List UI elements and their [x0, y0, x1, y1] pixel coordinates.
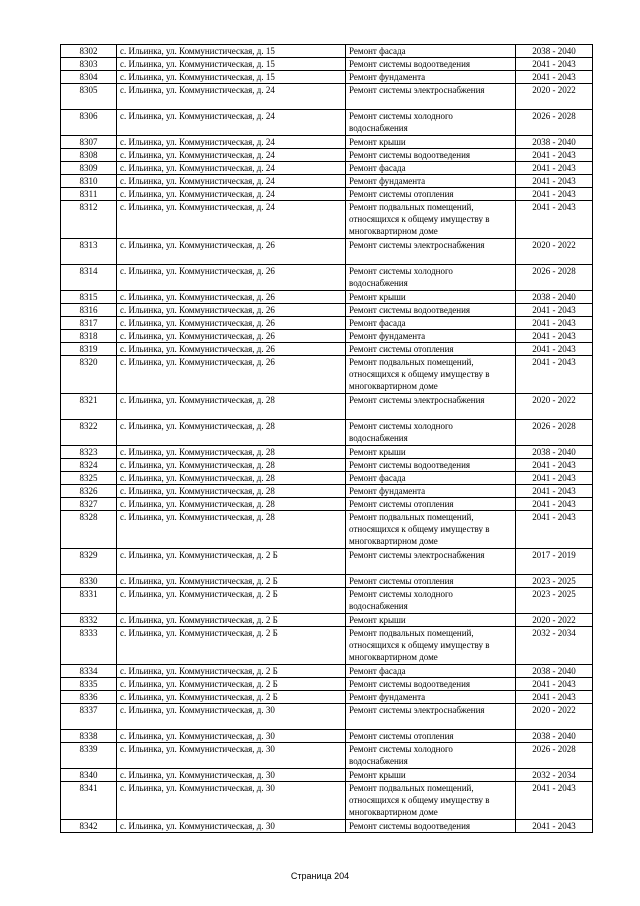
address-cell: с. Ильинка, ул. Коммунистическая, д. 24: [117, 188, 346, 201]
work-type-cell: Ремонт фасада: [346, 45, 516, 58]
table-row: [61, 317, 593, 330]
work-type-cell: Ремонт системы электроснабжения: [346, 84, 516, 110]
period-cell: 2041 - 2043: [516, 678, 593, 691]
table-row: [61, 485, 593, 498]
row-number-cell: 8307: [61, 136, 117, 149]
work-type-cell: Ремонт системы отопления: [346, 575, 516, 588]
work-type-cell: Ремонт системы водоотведения: [346, 820, 516, 833]
period-cell: 2041 - 2043: [516, 472, 593, 485]
table-row: [61, 291, 593, 304]
row-number-cell: 8315: [61, 291, 117, 304]
address-cell: с. Ильинка, ул. Коммунистическая, д. 26: [117, 239, 346, 265]
period-cell: 2038 - 2040: [516, 45, 593, 58]
address-cell: с. Ильинка, ул. Коммунистическая, д. 28: [117, 472, 346, 485]
row-number-cell: 8306: [61, 110, 117, 136]
work-type-cell: Ремонт фундамента: [346, 485, 516, 498]
period-cell: 2041 - 2043: [516, 71, 593, 84]
work-type-cell: Ремонт фасада: [346, 472, 516, 485]
period-cell: 2026 - 2028: [516, 420, 593, 446]
period-cell: 2041 - 2043: [516, 149, 593, 162]
period-cell: 2041 - 2043: [516, 175, 593, 188]
row-number-cell: 8324: [61, 459, 117, 472]
address-cell: с. Ильинка, ул. Коммунистическая, д. 24: [117, 110, 346, 136]
work-type-cell: Ремонт подвальных помещений, относящихся к общему имуществу в многоквартирном доме: [346, 627, 516, 665]
row-number-cell: 8316: [61, 304, 117, 317]
table-row: [61, 149, 593, 162]
period-cell: 2038 - 2040: [516, 665, 593, 678]
address-cell: с. Ильинка, ул. Коммунистическая, д. 2 Б: [117, 678, 346, 691]
address-cell: с. Ильинка, ул. Коммунистическая, д. 2 Б: [117, 614, 346, 627]
table-row: [61, 420, 593, 446]
period-cell: 2026 - 2028: [516, 743, 593, 769]
row-number-cell: 8314: [61, 265, 117, 291]
period-cell: 2038 - 2040: [516, 446, 593, 459]
work-type-cell: Ремонт фундамента: [346, 175, 516, 188]
table-row: [61, 782, 593, 820]
table-row: [61, 265, 593, 291]
work-type-cell: Ремонт системы водоотведения: [346, 58, 516, 71]
address-cell: с. Ильинка, ул. Коммунистическая, д. 30: [117, 820, 346, 833]
work-type-cell: Ремонт системы отопления: [346, 188, 516, 201]
table-row: [61, 343, 593, 356]
table-row: [61, 136, 593, 149]
address-cell: с. Ильинка, ул. Коммунистическая, д. 30: [117, 743, 346, 769]
row-number-cell: 8333: [61, 627, 117, 665]
table-row: [61, 472, 593, 485]
work-type-cell: Ремонт подвальных помещений, относящихся к общему имуществу в многоквартирном доме: [346, 782, 516, 820]
period-cell: 2041 - 2043: [516, 201, 593, 239]
row-number-cell: 8328: [61, 511, 117, 549]
period-cell: 2032 - 2034: [516, 769, 593, 782]
work-type-cell: Ремонт системы холодного водоснабжения: [346, 420, 516, 446]
period-cell: 2041 - 2043: [516, 343, 593, 356]
table-row: [61, 239, 593, 265]
row-number-cell: 8326: [61, 485, 117, 498]
period-cell: 2041 - 2043: [516, 498, 593, 511]
table-row: [61, 614, 593, 627]
row-number-cell: 8312: [61, 201, 117, 239]
row-number-cell: 8321: [61, 394, 117, 420]
address-cell: с. Ильинка, ул. Коммунистическая, д. 2 Б: [117, 588, 346, 614]
row-number-cell: 8310: [61, 175, 117, 188]
row-number-cell: 8331: [61, 588, 117, 614]
address-cell: с. Ильинка, ул. Коммунистическая, д. 15: [117, 71, 346, 84]
period-cell: 2038 - 2040: [516, 291, 593, 304]
address-cell: с. Ильинка, ул. Коммунистическая, д. 28: [117, 498, 346, 511]
work-type-cell: Ремонт подвальных помещений, относящихся к общему имуществу в многоквартирном доме: [346, 201, 516, 239]
work-type-cell: Ремонт системы холодного водоснабжения: [346, 588, 516, 614]
period-cell: 2041 - 2043: [516, 304, 593, 317]
address-cell: с. Ильинка, ул. Коммунистическая, д. 26: [117, 356, 346, 394]
work-type-cell: Ремонт системы водоотведения: [346, 149, 516, 162]
period-cell: 2026 - 2028: [516, 265, 593, 291]
work-type-cell: Ремонт крыши: [346, 136, 516, 149]
table-body: [61, 45, 593, 833]
table-row: [61, 446, 593, 459]
work-type-cell: Ремонт фасада: [346, 162, 516, 175]
table-row: [61, 188, 593, 201]
address-cell: с. Ильинка, ул. Коммунистическая, д. 26: [117, 265, 346, 291]
work-type-cell: Ремонт системы электроснабжения: [346, 549, 516, 575]
work-type-cell: Ремонт крыши: [346, 446, 516, 459]
row-number-cell: 8311: [61, 188, 117, 201]
address-cell: с. Ильинка, ул. Коммунистическая, д. 28: [117, 420, 346, 446]
repair-schedule-table: [60, 44, 593, 833]
address-cell: с. Ильинка, ул. Коммунистическая, д. 24: [117, 84, 346, 110]
period-cell: 2041 - 2043: [516, 782, 593, 820]
table-row: [61, 820, 593, 833]
period-cell: 2041 - 2043: [516, 356, 593, 394]
period-cell: 2020 - 2022: [516, 704, 593, 730]
work-type-cell: Ремонт системы холодного водоснабжения: [346, 743, 516, 769]
address-cell: с. Ильинка, ул. Коммунистическая, д. 24: [117, 175, 346, 188]
work-type-cell: Ремонт системы электроснабжения: [346, 704, 516, 730]
period-cell: 2041 - 2043: [516, 317, 593, 330]
work-type-cell: Ремонт подвальных помещений, относящихся к общему имуществу в многоквартирном доме: [346, 511, 516, 549]
address-cell: с. Ильинка, ул. Коммунистическая, д. 26: [117, 317, 346, 330]
address-cell: с. Ильинка, ул. Коммунистическая, д. 28: [117, 446, 346, 459]
address-cell: с. Ильинка, ул. Коммунистическая, д. 15: [117, 58, 346, 71]
row-number-cell: 8337: [61, 704, 117, 730]
row-number-cell: 8309: [61, 162, 117, 175]
row-number-cell: 8336: [61, 691, 117, 704]
table-row: [61, 71, 593, 84]
row-number-cell: 8313: [61, 239, 117, 265]
row-number-cell: 8302: [61, 45, 117, 58]
row-number-cell: 8320: [61, 356, 117, 394]
work-type-cell: Ремонт крыши: [346, 769, 516, 782]
work-type-cell: Ремонт системы электроснабжения: [346, 239, 516, 265]
table-row: [61, 498, 593, 511]
row-number-cell: 8342: [61, 820, 117, 833]
period-cell: 2038 - 2040: [516, 136, 593, 149]
row-number-cell: 8308: [61, 149, 117, 162]
address-cell: с. Ильинка, ул. Коммунистическая, д. 24: [117, 201, 346, 239]
address-cell: с. Ильинка, ул. Коммунистическая, д. 15: [117, 45, 346, 58]
address-cell: с. Ильинка, ул. Коммунистическая, д. 28: [117, 485, 346, 498]
period-cell: 2041 - 2043: [516, 188, 593, 201]
period-cell: 2023 - 2025: [516, 588, 593, 614]
period-cell: 2041 - 2043: [516, 330, 593, 343]
period-cell: 2023 - 2025: [516, 575, 593, 588]
address-cell: с. Ильинка, ул. Коммунистическая, д. 30: [117, 730, 346, 743]
period-cell: 2026 - 2028: [516, 110, 593, 136]
work-type-cell: Ремонт фундамента: [346, 691, 516, 704]
period-cell: 2041 - 2043: [516, 459, 593, 472]
row-number-cell: 8339: [61, 743, 117, 769]
row-number-cell: 8330: [61, 575, 117, 588]
table-row: [61, 201, 593, 239]
address-cell: с. Ильинка, ул. Коммунистическая, д. 28: [117, 511, 346, 549]
address-cell: с. Ильинка, ул. Коммунистическая, д. 26: [117, 304, 346, 317]
address-cell: с. Ильинка, ул. Коммунистическая, д. 2 Б: [117, 665, 346, 678]
work-type-cell: Ремонт системы отопления: [346, 498, 516, 511]
address-cell: с. Ильинка, ул. Коммунистическая, д. 24: [117, 149, 346, 162]
table-row: [61, 588, 593, 614]
period-cell: 2017 - 2019: [516, 549, 593, 575]
period-cell: 2041 - 2043: [516, 820, 593, 833]
table-row: [61, 110, 593, 136]
period-cell: 2038 - 2040: [516, 730, 593, 743]
table-row: [61, 575, 593, 588]
table-row: [61, 84, 593, 110]
row-number-cell: 8318: [61, 330, 117, 343]
table-row: [61, 45, 593, 58]
row-number-cell: 8332: [61, 614, 117, 627]
page-number: Страница 204: [290, 871, 350, 881]
address-cell: с. Ильинка, ул. Коммунистическая, д. 30: [117, 769, 346, 782]
row-number-cell: 8338: [61, 730, 117, 743]
table-row: [61, 162, 593, 175]
row-number-cell: 8322: [61, 420, 117, 446]
table-row: [61, 678, 593, 691]
work-type-cell: Ремонт крыши: [346, 291, 516, 304]
address-cell: с. Ильинка, ул. Коммунистическая, д. 2 Б: [117, 549, 346, 575]
work-type-cell: Ремонт фундамента: [346, 330, 516, 343]
period-cell: 2041 - 2043: [516, 511, 593, 549]
table-row: [61, 730, 593, 743]
table-row: [61, 304, 593, 317]
table-row: [61, 549, 593, 575]
address-cell: с. Ильинка, ул. Коммунистическая, д. 28: [117, 394, 346, 420]
work-type-cell: Ремонт системы холодного водоснабжения: [346, 265, 516, 291]
table-row: [61, 58, 593, 71]
table-row: [61, 356, 593, 394]
row-number-cell: 8323: [61, 446, 117, 459]
table-row: [61, 769, 593, 782]
period-cell: 2041 - 2043: [516, 162, 593, 175]
work-type-cell: Ремонт системы холодного водоснабжения: [346, 110, 516, 136]
table-row: [61, 691, 593, 704]
work-type-cell: Ремонт фасада: [346, 665, 516, 678]
work-type-cell: Ремонт системы водоотведения: [346, 678, 516, 691]
address-cell: с. Ильинка, ул. Коммунистическая, д. 30: [117, 704, 346, 730]
address-cell: с. Ильинка, ул. Коммунистическая, д. 28: [117, 459, 346, 472]
period-cell: 2020 - 2022: [516, 84, 593, 110]
address-cell: с. Ильинка, ул. Коммунистическая, д. 30: [117, 782, 346, 820]
period-cell: 2041 - 2043: [516, 58, 593, 71]
table-row: [61, 665, 593, 678]
table-row: [61, 627, 593, 665]
row-number-cell: 8340: [61, 769, 117, 782]
address-cell: с. Ильинка, ул. Коммунистическая, д. 2 Б: [117, 575, 346, 588]
address-cell: с. Ильинка, ул. Коммунистическая, д. 2 Б: [117, 627, 346, 665]
address-cell: с. Ильинка, ул. Коммунистическая, д. 24: [117, 136, 346, 149]
table-row: [61, 704, 593, 730]
table-row: [61, 511, 593, 549]
work-type-cell: Ремонт системы водоотведения: [346, 304, 516, 317]
row-number-cell: 8305: [61, 84, 117, 110]
address-cell: с. Ильинка, ул. Коммунистическая, д. 2 Б: [117, 691, 346, 704]
work-type-cell: Ремонт системы водоотведения: [346, 459, 516, 472]
address-cell: с. Ильинка, ул. Коммунистическая, д. 26: [117, 330, 346, 343]
row-number-cell: 8317: [61, 317, 117, 330]
table-row: [61, 459, 593, 472]
period-cell: 2041 - 2043: [516, 691, 593, 704]
period-cell: 2020 - 2022: [516, 394, 593, 420]
row-number-cell: 8335: [61, 678, 117, 691]
work-type-cell: Ремонт подвальных помещений, относящихся к общему имуществу в многоквартирном доме: [346, 356, 516, 394]
address-cell: с. Ильинка, ул. Коммунистическая, д. 26: [117, 343, 346, 356]
address-cell: с. Ильинка, ул. Коммунистическая, д. 26: [117, 291, 346, 304]
table-row: [61, 743, 593, 769]
row-number-cell: 8325: [61, 472, 117, 485]
row-number-cell: 8303: [61, 58, 117, 71]
address-cell: с. Ильинка, ул. Коммунистическая, д. 24: [117, 162, 346, 175]
table-row: [61, 330, 593, 343]
period-cell: 2041 - 2043: [516, 485, 593, 498]
work-type-cell: Ремонт системы отопления: [346, 343, 516, 356]
row-number-cell: 8334: [61, 665, 117, 678]
table-row: [61, 175, 593, 188]
period-cell: 2020 - 2022: [516, 239, 593, 265]
table-row: [61, 394, 593, 420]
work-type-cell: Ремонт фундамента: [346, 71, 516, 84]
work-type-cell: Ремонт фасада: [346, 317, 516, 330]
work-type-cell: Ремонт крыши: [346, 614, 516, 627]
work-type-cell: Ремонт системы электроснабжения: [346, 394, 516, 420]
period-cell: 2020 - 2022: [516, 614, 593, 627]
row-number-cell: 8304: [61, 71, 117, 84]
row-number-cell: 8319: [61, 343, 117, 356]
work-type-cell: Ремонт системы отопления: [346, 730, 516, 743]
period-cell: 2032 - 2034: [516, 627, 593, 665]
row-number-cell: 8329: [61, 549, 117, 575]
row-number-cell: 8341: [61, 782, 117, 820]
row-number-cell: 8327: [61, 498, 117, 511]
